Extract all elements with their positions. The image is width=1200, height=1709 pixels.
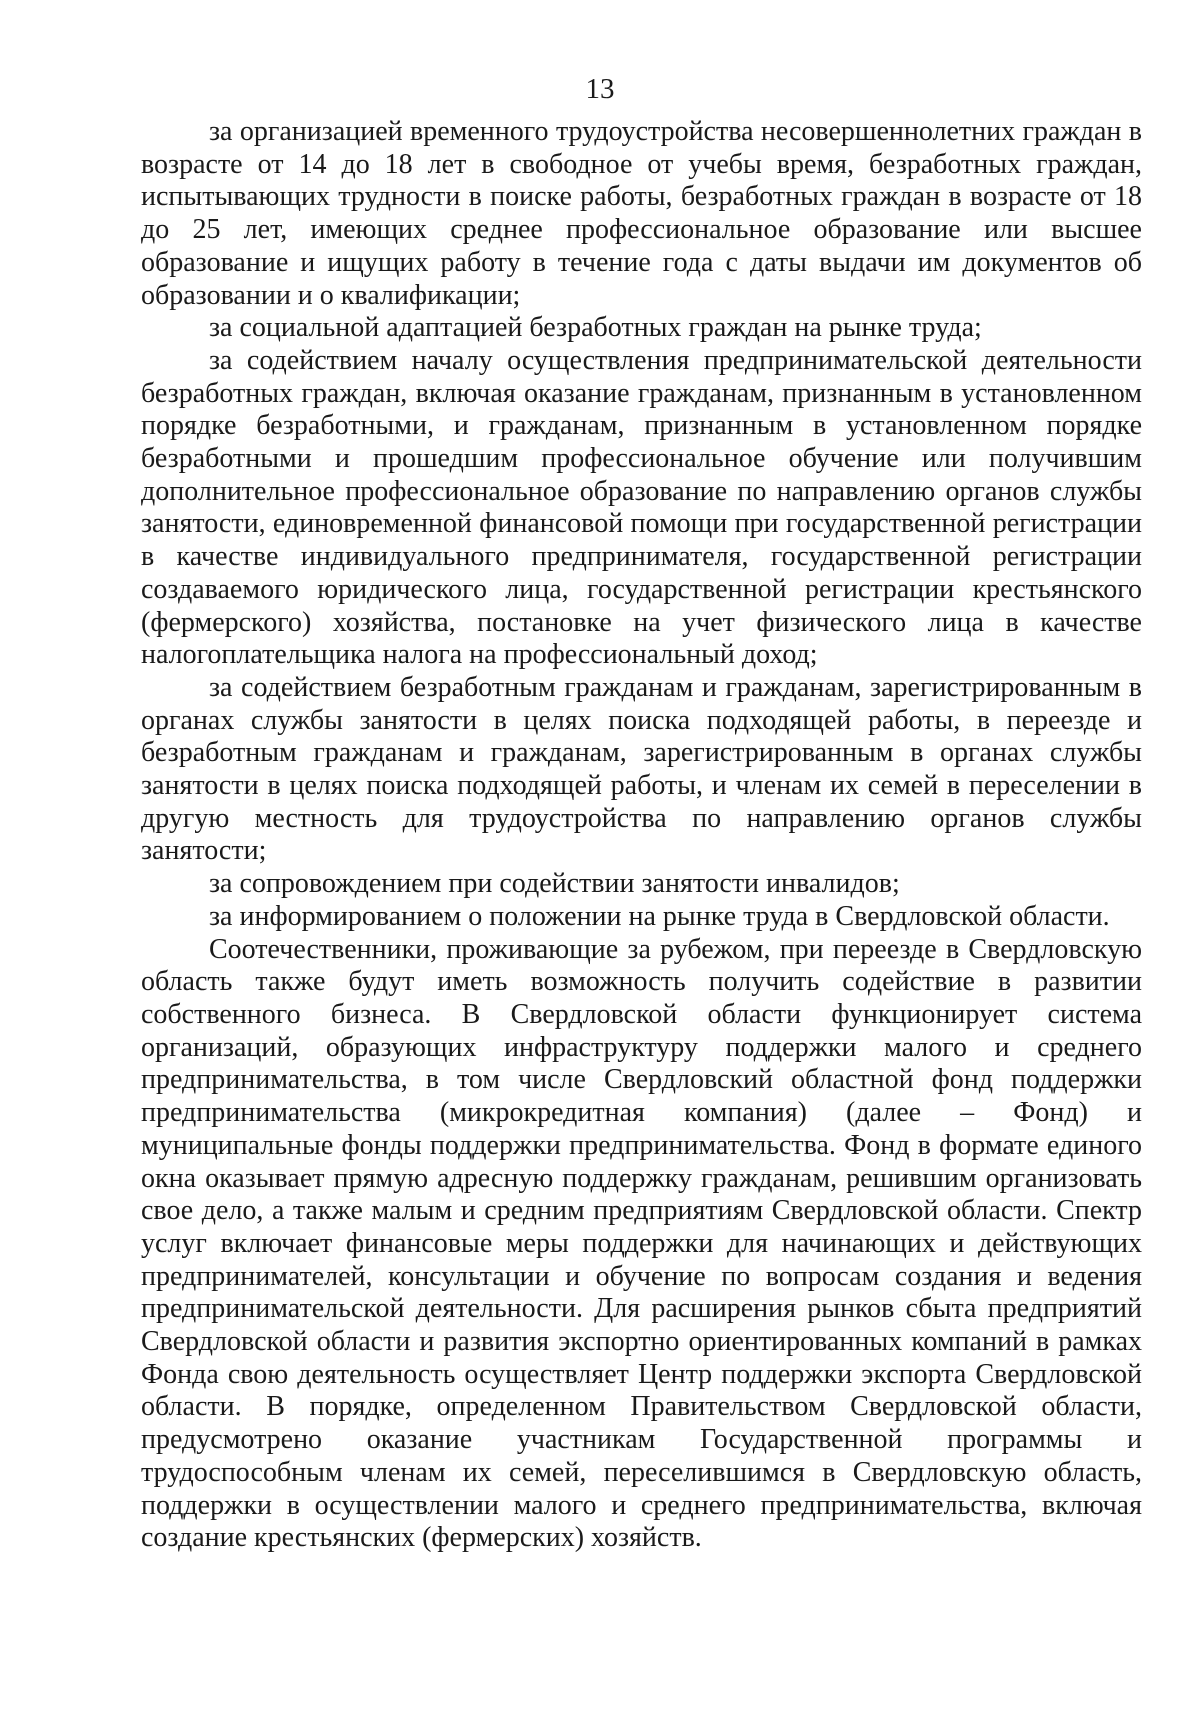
paragraph-labor-market-information: за информированием о положении на рынке труда в Свердловской области. xyxy=(209,900,1110,932)
page-number: 13 xyxy=(585,73,615,105)
paragraph-compatriots-business: Соотечественники, проживающие за рубежом, при переезде в Свердловскую область также будут иметь возможность получить содействие в развитии собственного бизнеса. В Свердловской области функционирует система организаций, образующих инфраструктуру поддержки малого и среднего предпринимательства, в том числе Свердловский областной фонд поддержки предпринимательства (микрокредитная компания) (далее – Фонд) и муниципальные фонды поддержки предпринимательства. Фонд в формате единого окна оказывает прямую адресную поддержку гражданам, решившим организовать свое дело, а также малым и средним предприятиям Свердловской области. Спектр услуг включает финансовые меры поддержки для начинающих и действующих предпринимателей, консультации и обучение по вопросам создания и ведения предпринимательской деятельности. Для расширения рынков сбыта предприятий Свердловской области и развития экспортно ориентированных компаний в рамках Фонда свою деятельность осуществляет Центр поддержки экспорта Свердловской области. В порядке, определенном Правительством Свердловской области, предусмотрено оказание участникам Государственной программы и трудоспособным членам их семей, переселившимся в Свердловскую область, поддержки в осуществлении малого и среднего предпринимательства, включая создание крестьянских (фермерских) хозяйств. xyxy=(141,933,1142,1554)
paragraph-social-adaptation: за социальной адаптацией безработных граждан на рынке труда; xyxy=(209,312,982,344)
paragraph-relocation-assistance: за содействием безработным гражданам и гражданам, зарегистрированным в органах службы занятости в целях поиска подходящей работы, в переезде и безработным гражданам и гражданам, зарегистрированным в органах службы занятости в целях поиска подходящей работы, и членам их семей в переселении в другую местность для трудоустройства по направлению органов службы занятости; xyxy=(141,671,1142,867)
paragraph-entrepreneurship-support: за содействием началу осуществления предпринимательской деятельности безработных граждан, включая оказание гражданам, признанным в установленном порядке безработными, и гражданам, признанным в установленном порядке безработными и прошедшим профессиональное обучение или получившим дополнительное профессиональное образование по направлению органов службы занятости, единовременной финансовой помощи при государственной регистрации в качестве индивидуального предпринимателя, государственной регистрации создаваемого юридического лица, государственной регистрации крестьянского (фермерского) хозяйства, постановке на учет физического лица в качестве налогоплательщика налога на профессиональный доход; xyxy=(141,344,1142,671)
document-body xyxy=(141,116,1142,1555)
paragraph-temporary-employment: за организацией временного трудоустройства несовершеннолетних граждан в возрасте от 14 до 18 лет в свободное от учебы время, безработных граждан, испытывающих трудности в поиске работы, безработных граждан в возрасте от 18 до 25 лет, имеющих среднее профессиональное образование или высшее образование и ищущих работу в течение года с даты выдачи им документов об образовании и о квалификации; xyxy=(141,116,1142,311)
paragraph-disability-support: за сопровождением при содействии занятости инвалидов; xyxy=(209,868,900,900)
